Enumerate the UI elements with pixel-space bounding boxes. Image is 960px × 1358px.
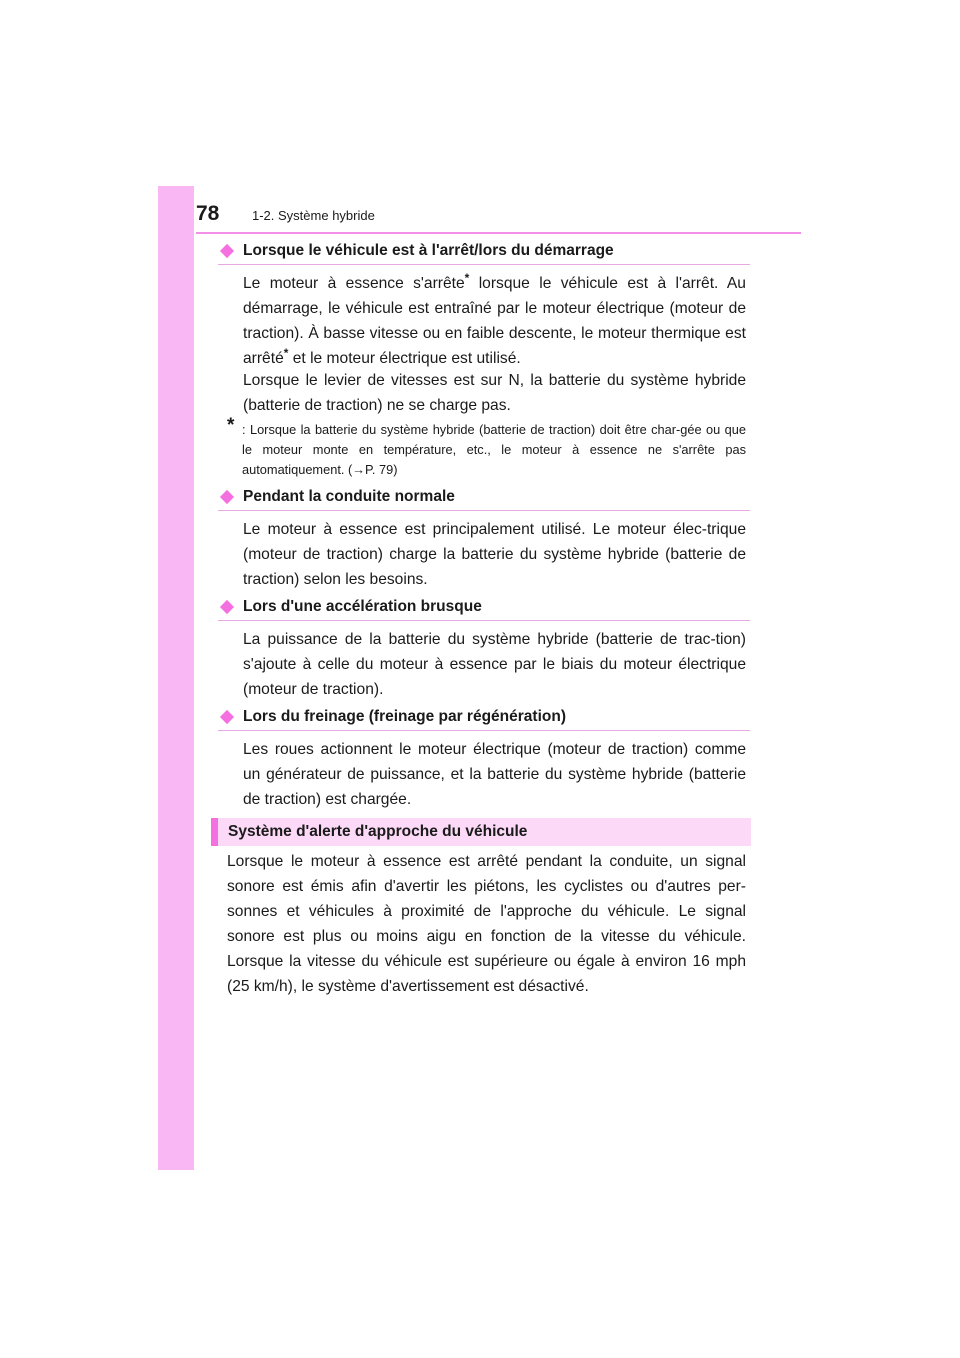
diamond-bullet-icon [220, 600, 234, 614]
diamond-bullet-icon [220, 244, 234, 258]
paragraph-alert-system: Lorsque le moteur à essence est arrêté pendant la conduite, un signal sonore est émis afin d'avertir les piétons, les cyclistes ou d'autres per-sonnes et véhicules à proximité de l'approche du véhicule. Le signal sonore est plus ou moins aigu en fonction de la vitesse du véhicule. Lorsque la vitesse du véhicule est supérieure ou égale à environ 16 mph (25 km/h), le système d'avertissement est désactivé. [227, 853, 746, 995]
diamond-bullet-icon [220, 710, 234, 724]
paragraph-text: et le moteur électrique est utilisé. [288, 350, 521, 367]
chapter-tab-sidebar [158, 186, 194, 1170]
asterisk-mark: * [283, 345, 289, 360]
subheading-normal-driving [218, 488, 750, 511]
subheading-label: Lors du freinage (freinage par régénération) [243, 708, 566, 725]
subheading-braking [218, 708, 750, 731]
subheading-label: Lorsque le véhicule est à l'arrêt/lors du démarrage [243, 242, 614, 259]
paragraph-text: Le moteur à essence s'arrête [243, 275, 465, 292]
subheading-stop-start [218, 242, 750, 265]
paragraph-braking: Les roues actionnent le moteur électrique (moteur de traction) comme un générateur de puissance, et la batterie du système hybride (batterie de traction) est chargée. [243, 741, 746, 808]
alert-section-banner [211, 818, 751, 846]
subheading-label: Pendant la conduite normale [243, 488, 455, 505]
paragraph-normal-driving: Le moteur à essence est principalement utilisé. Le moteur élec-trique (moteur de traction) charge la batterie du système hybride (batterie de traction) selon les besoins. [243, 521, 746, 588]
paragraph-neutral: Lorsque le levier de vitesses est sur N, la batterie du système hybride (batterie de traction) ne se charge pas. [243, 372, 746, 414]
footnote-asterisk: * [227, 415, 235, 436]
paragraph-acceleration: La puissance de la batterie du système hybride (batterie de trac-tion) s'ajoute à celle du moteur à essence par le biais du moteur électrique (moteur de traction). [243, 631, 746, 698]
diamond-bullet-icon [220, 490, 234, 504]
header-divider [196, 232, 801, 234]
asterisk-mark: * [464, 270, 470, 285]
paragraph-text: lorsque le véhicule est à l'arrêt. Au démarrage, le véhicule est entraîné par le moteur électrique (moteur de traction). À basse vitesse ou en faible descente, le moteur thermique est arrêté [243, 275, 746, 367]
subheading-label: Lors d'une accélération brusque [243, 598, 482, 615]
paragraph-stop-start [243, 271, 746, 371]
footnote [227, 415, 746, 480]
section-title: 1-2. Système hybride [252, 208, 375, 223]
banner-title: Système d'alerte d'approche du véhicule [228, 823, 528, 840]
footnote-text: : Lorsque la batterie du système hybride (batterie de traction) doit être char-gée ou que le moteur monte en température, etc., le moteur à essence ne s'arrête pas automatiquement. (→P. 79) [242, 422, 746, 477]
subheading-acceleration [218, 598, 750, 621]
page-number: 78 [196, 202, 220, 225]
